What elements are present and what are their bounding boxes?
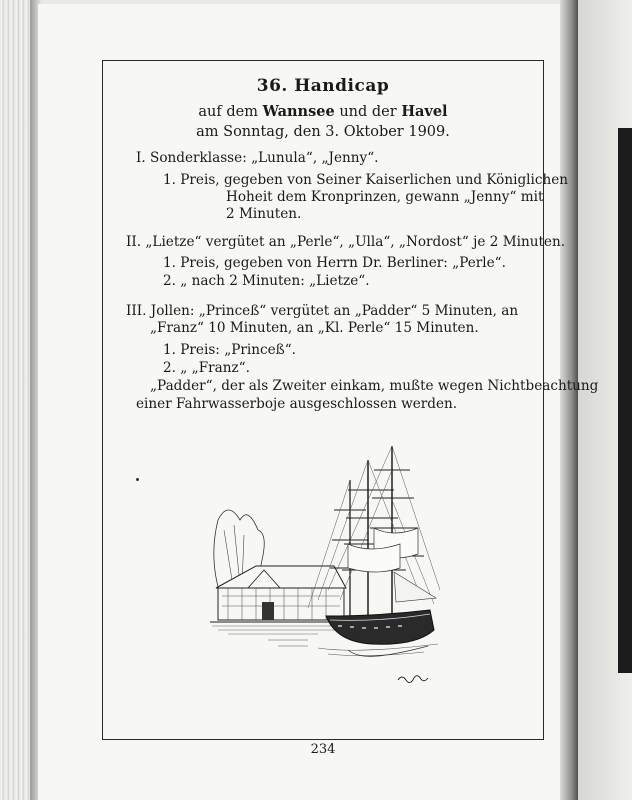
section-3-line-5: einer Fahrwasserboje ausgeschlossen werden. (136, 396, 458, 412)
section-2-heading: II. „Lietze“ vergütet an „Perle“, „Ulla“, „Nordost“ je 2 Minuten. (126, 234, 566, 250)
subtitle-lake: Wannsee (262, 103, 335, 120)
section-3-line-4: „Padder“, der als Zweiter einkam, mußte wegen Nichtbeachtung (150, 378, 599, 394)
section-1-line-1: 1. Preis, gegeben von Seiner Kaiserlichen und Königlichen (163, 172, 569, 188)
section-1-line-3: 2 Minuten. (226, 206, 302, 222)
illustration-signature (398, 676, 428, 683)
page-title: 36. Handicap (256, 76, 390, 96)
facing-page-dark-strip (618, 128, 632, 673)
book-spine-pages (0, 0, 34, 800)
section-3-heading: III. Jollen: „Princeß“ vergütet an „Padder“ 5 Minuten, an (126, 303, 519, 319)
ink-speck (136, 478, 139, 481)
section-3-line-2: 1. Preis: „Princeß“. (163, 342, 297, 358)
subtitle-location (102, 103, 544, 121)
section-2-line-2: 2. „ nach 2 Minuten: „Lietze“. (163, 273, 370, 289)
section-3-line-3: 2. „ „Franz“. (163, 360, 250, 376)
subtitle-middle: und der (339, 104, 397, 120)
subtitle-date: am Sonntag, den 3. Oktober 1909. (196, 124, 450, 140)
subtitle-prefix: auf dem (198, 104, 258, 120)
page-number: 234 (310, 742, 336, 757)
section-1-line-2: Hoheit dem Kronprinzen, gewann „Jenny“ mit (226, 189, 544, 205)
sailing-ship-illustration (208, 440, 440, 692)
section-1-heading: I. Sonderklasse: „Lunula“, „Jenny“. (136, 150, 379, 166)
section-3-line-1: „Franz“ 10 Minuten, an „Kl. Perle“ 15 Minuten. (150, 320, 479, 336)
book-gutter (560, 0, 580, 800)
subtitle-river: Havel (401, 103, 448, 120)
section-2-line-1: 1. Preis, gegeben von Herrn Dr. Berliner: „Perle“. (163, 255, 506, 271)
